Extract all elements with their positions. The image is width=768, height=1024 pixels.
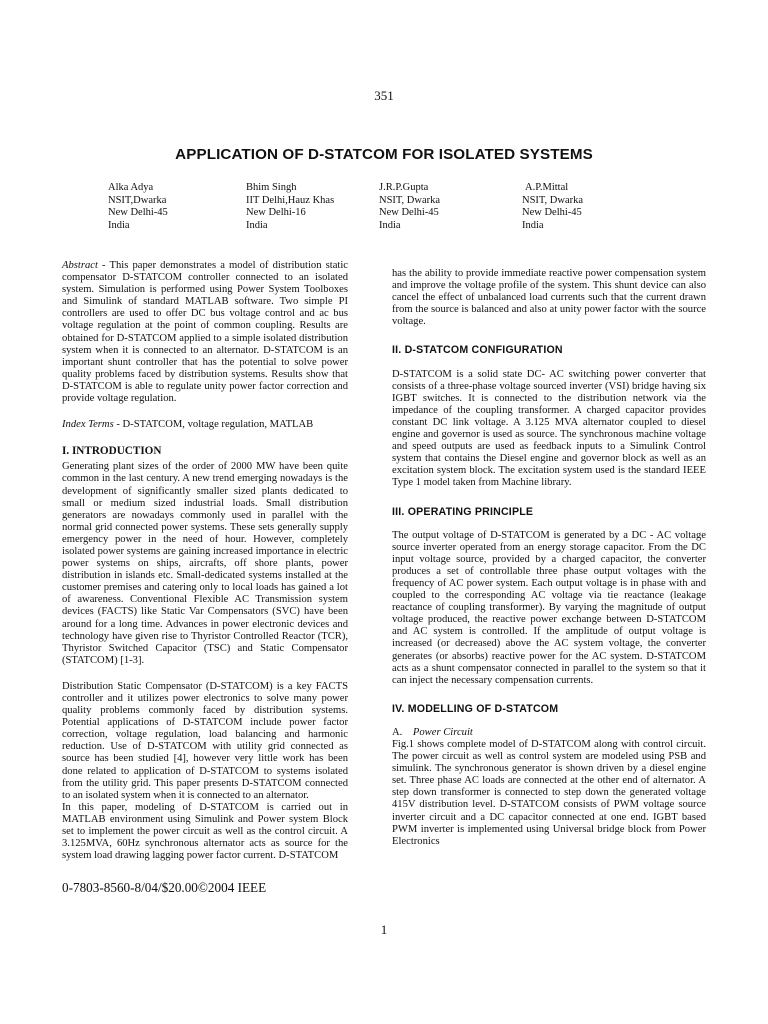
author-block-4 [522, 182, 583, 232]
section-heading-introduction: I. INTRODUCTION [62, 445, 162, 458]
operating-principle-paragraph: The output voltage of D-STATCOM is generated by a DC - AC voltage source inverter operated from an energy storage capacitor. From the DC input voltage source, provided by a charged capacitor, the converter produces a set of controllable three phase output voltages with the frequency of AC power system. Each output voltage is in phase with and coupled to the corresponding AC voltage via tie reactance (leakage reactance of coupling transformer). By varying the magnitude of output voltage produced, the reactive power exchange between D-STATCOM and AC system is controlled. If the amplitude of output voltage is increased (or decreased) above the AC system voltage, the converter generates (or absorbs) reactive power for the AC system. D-STATCOM acts as a shunt compensator connected in parallel to the system so that it can inject the necessary compensation currents. [392, 529, 706, 686]
configuration-paragraph: D-STATCOM is a solid state DC- AC switching power converter that consists of a three-phase voltage sourced inverter (VSI) bridge having six IGBT switches. It is connected to the distribution network via the impedance of the coupling transformer. A charged capacitor provides constant DC link voltage. A 3.125 MVA alternator coupled to diesel engine and governor is used as source. The synchronous machine voltage and speed outputs are used as feedback inputs to a Simulink Control system that contains the Diesel engine and governor block as well as an excitation system block. The excitation system used is the standard IEEE Type 1 model taken from Machine library. [392, 368, 706, 489]
author-affiliation: IIT Delhi,Hauz Khas [246, 194, 335, 206]
author-affiliation: NSIT, Dwarka [522, 194, 584, 206]
subsection-title: Power Circuit [412, 726, 473, 738]
author-block-2 [246, 182, 334, 232]
author-affiliation: NSIT,Dwarka [108, 194, 167, 206]
author-city: New Delhi-16 [246, 207, 306, 219]
abstract-text: - This paper demonstrates a model of distribution static compensator D-STATCOM controller connected to an isolated system. Simulation is performed using Power System Toolboxes and Simulink of standard MATLAB software. Two simple PI controllers are used to offer DC bus voltage control and ac bus voltage regulation at the point of common coupling. Results are obtained for D-STATCOM applied to a simple isolated distribution system when it is connected to an alternator. D-STATCOM is an important shunt controller that has the potential to solve power quality problems faced by distribution systems. Results show that D-STATCOM is able to regulate unity power factor correction and provide voltage regulation. [62, 260, 348, 405]
author-name: J.R.P.Gupta [379, 182, 429, 193]
page-number-bottom: 1 [380, 922, 388, 937]
introduction-paragraph-2: Distribution Static Compensator (D-STATCOM) is a key FACTS controller and it utilizes power electronics to solve many power quality problems commonly faced by distribution systems. Potential applications of D-STATCOM include power factor correction, voltage regulation, load balancing and harmonic reduction. Use of D-STATCOM with utility grid connected as source has been studied [4], however very little work has been done related to application of D-STATCOM to systems isolated from the utility grid. This paper presents D-STATCOM connected to an isolated system when it is connected to an alternator. [62, 680, 348, 801]
author-city: New Delhi-45 [108, 207, 168, 219]
index-terms [62, 419, 348, 431]
abstract [62, 260, 348, 405]
author-city: New Delhi-45 [379, 207, 439, 219]
page-number-top: 351 [374, 88, 394, 103]
subsection-heading-power-circuit [392, 727, 706, 739]
section-heading-modelling: IV. MODELLING OF D-STATCOM [392, 702, 559, 715]
author-name: Bhim Singh [246, 182, 297, 193]
footer-copyright-code: 0-7803-8560-8/04/$20.00©2004 IEEE [62, 880, 267, 895]
author-country: India [379, 219, 401, 231]
index-terms-label: Index Terms [62, 419, 114, 431]
author-affiliation: NSIT, Dwarka [379, 194, 441, 206]
right-column [392, 268, 706, 848]
author-country: India [522, 219, 544, 231]
introduction-continued: has the ability to provide immediate reactive power compensation system and improve the voltage profile of the system. This shunt device can also cancel the effect of unbalanced load currents such that the current drawn from the source is balanced and also at unity power factor with the source voltage. [392, 268, 706, 328]
author-country: India [108, 219, 130, 231]
power-circuit-paragraph: Fig.1 shows complete model of D-STATCOM along with control circuit. The power circuit as well as control system are modeled using PSB and simulink. The synchronous generator is shown driven by a diesel engine set. Three phase AC loads are connected at the other end of alternator. A step down transformer is connected to step down the generated voltage 415V distribution level. D-STATCOM consists of PWM voltage source inverter circuit and a DC capacitor connected at one end. IGBT based PWM inverter is implemented using Universal bridge block from Power Electronics [392, 739, 706, 847]
left-column [62, 260, 348, 862]
author-name: Alka Adya [108, 182, 154, 193]
index-terms-text: - D-STATCOM, voltage regulation, MATLAB [113, 419, 314, 431]
author-name: A.P.Mittal [525, 182, 569, 193]
author-block-1 [108, 182, 168, 232]
author-country: India [246, 219, 268, 231]
introduction-paragraph-3: In this paper, modeling of D-STATCOM is carried out in MATLAB environment using Simulink and Power system Block set to implement the power circuit as well as the control circuit. A 3.125MVA, 60Hz synchronous alternator acts as source for the system load drawing lagging power factor current. D-STATCOM [62, 801, 348, 862]
section-heading-operating-principle: III. OPERATING PRINCIPLE [392, 505, 534, 518]
author-block-3 [379, 182, 440, 232]
author-city: New Delhi-45 [522, 207, 582, 219]
section-heading-configuration: II. D-STATCOM CONFIGURATION [392, 344, 563, 357]
abstract-label: Abstract [62, 260, 98, 271]
introduction-paragraph-1: Generating plant sizes of the order of 2000 MW have been quite common in the last century. A new trend emerging nowadays is the development of significantly smaller sized plants dedicated to small or medium sized industrial loads. Small distribution generators are nowadays commonly used in parallel with the normal grid connected power systems. These sets generally supply emergency power in the need of hour. However, completely isolated power systems are gaining increased importance in electric power systems on ships, aircrafts, off shore plants, power distribution in islands etc. Small-dedicated systems installed at the customer premises and catering only to local loads has gained a lot of awareness. Conventional Flexible AC Transmission system devices (FACTS) like Static Var Compensators (SVC) have been around for a long time. Advances in power electronic devices and technology have given rise to Thyristor Controlled Reactor (TCR), Thyristor Switched Capacitor (TSC) and Static Compensator (STATCOM) [1-3]. [62, 461, 348, 666]
paper-title: APPLICATION OF D-STATCOM FOR ISOLATED SYSTEMS [175, 146, 593, 163]
subsection-label: A. [392, 726, 403, 738]
